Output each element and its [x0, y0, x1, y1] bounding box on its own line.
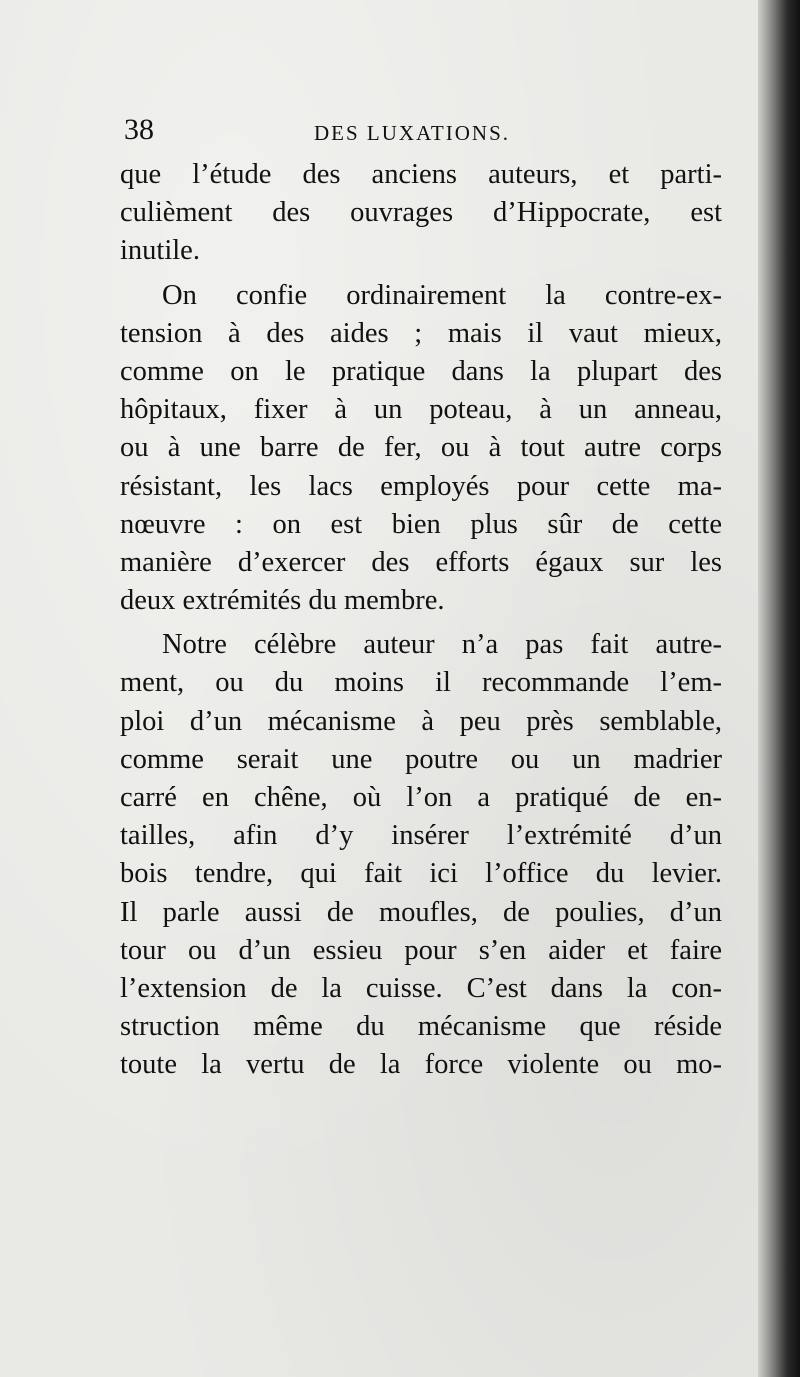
text-line: ou à une barre de fer, ou à tout autre corps	[120, 432, 722, 464]
text-line: tour ou d’un essieu pour s’en aider et faire	[120, 934, 722, 966]
paragraph	[120, 277, 722, 621]
text-line: comme serait une poutre ou un madrier	[120, 743, 722, 775]
text-line: bois tendre, qui fait ici l’office du levier.	[120, 858, 722, 890]
page-number: 38	[124, 113, 154, 146]
text-line: tailles, afin d’y insérer l’extrémité d’un	[120, 820, 722, 852]
text-line: inutile.	[120, 235, 200, 267]
text-line: carré en chêne, où l’on a pratiqué de en-	[120, 782, 722, 813]
page-edge-shadow	[758, 0, 800, 1377]
text-line: culièment des ouvrages d’Hippocrate, est	[120, 197, 722, 229]
text-line: que l’étude des anciens auteurs, et parti-	[120, 159, 722, 190]
text-line: manière d’exercer des efforts égaux sur les	[120, 546, 722, 578]
text-line: toute la vertu de la force violente ou mo-	[120, 1049, 722, 1081]
page-header	[118, 112, 728, 152]
paragraph	[120, 626, 722, 1084]
text-line: résistant, les lacs employés pour cette ma-	[120, 470, 722, 502]
text-line: Il parle aussi de moufles, de poulies, d’un	[120, 896, 722, 928]
text-line: Notre célèbre auteur n’a pas fait autre-	[162, 629, 722, 661]
text-line: nœuvre : on est bien plus sûr de cette	[120, 508, 722, 540]
text-line: l’extension de la cuisse. C’est dans la con-	[120, 972, 722, 1004]
body-text	[120, 156, 722, 1085]
text-line: ploi d’un mécanisme à peu près semblable,	[120, 705, 722, 737]
text-line: hôpitaux, fixer à un poteau, à un anneau,	[120, 394, 722, 426]
text-line: comme on le pratique dans la plupart des	[120, 355, 722, 387]
text-line: On confie ordinairement la contre-ex-	[162, 279, 722, 311]
text-line: deux extrémités du membre.	[120, 585, 445, 617]
text-line: struction même du mécanisme que réside	[120, 1011, 722, 1043]
text-line: ment, ou du moins il recommande l’em-	[120, 667, 722, 699]
paragraph	[120, 156, 722, 271]
running-head: DES LUXATIONS.	[314, 121, 510, 145]
text-line: tension à des aides ; mais il vaut mieux,	[120, 317, 722, 349]
